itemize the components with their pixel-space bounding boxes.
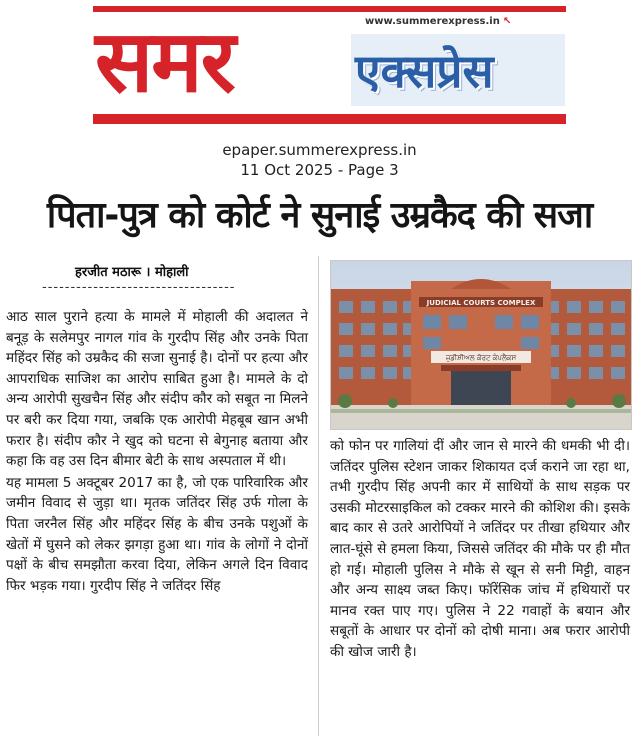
logo-hindi: समर: [95, 12, 234, 112]
byline-separator: ----------------------------------: [42, 280, 236, 295]
article-paragraph: यह मामला 5 अक्टूबर 2017 का है, जो एक पारिवारिक और जमीन विवाद से जुड़ा था। मृतक जतिंदर सिंह उर्फ गोला के पिता जरनैल सिंह और महिंदर सिंह के बीच उनके पशुओं के खेतों में घुसने को लेकर झगड़ा हुआ था। गांव के लोगों ने दोनों पक्षों के बीच समझौता करवा दिया, लेकिन अगले दिन विवाद फिर भड़क गया। गुरदीप सिंह ने जतिंदर सिंह: [6, 474, 308, 594]
cursor-arrow-icon: ↖: [502, 16, 512, 27]
masthead: [93, 6, 566, 124]
article-byline: हरजीत मठारू । मोहाली: [75, 265, 189, 280]
article-headline: पिता-पुत्र को कोर्ट ने सुनाई उम्रकैद की सजा: [46, 195, 593, 236]
photo-sign-english: JUDICIAL COURTS COMPLEX: [426, 299, 536, 307]
edition-info: [0, 140, 639, 180]
article-paragraph: आठ साल पुराने हत्या के मामले में मोहाली की अदालत ने बनूड़ के सलेमपुर नागल गांव के गुरदीप सिंह और उनके पिता महिंदर सिंह को उम्रकैद की सजा सुनाई है। दोनों पर हत्या और आपराधिक साजिश का आरोप साबित हुआ है। मामले के दो अन्य आरोपी सुखचैन सिंह और संदीप कौर को सबूत ना मिलने पर बरी कर दिया गया, जबकि एक आरोपी मेहबूब खान अभी फरार है। संदीप कौर ने खुद को घटना से बेगुनाह बताया और कहा कि वह उस दिन बीमार बेटी के साथ अस्पताल में थी।: [6, 309, 308, 470]
court-complex-photo: [330, 260, 632, 430]
logo-sub: एक्सप्रेस: [355, 44, 494, 98]
article-column-right: [330, 436, 630, 663]
edition-date-page: 11 Oct 2025 - Page 3: [240, 161, 399, 179]
article-column-left: [6, 307, 308, 596]
article-paragraph: को फोन पर गालियां दीं और जान से मारने की धमकी भी दी। जतिंदर पुलिस स्टेशन जाकर शिकायत दर्ज कराने जा रहा था, तभी गुरदीप सिंह अपनी कार में साथियों के साथ सड़क पर उसकी मोटरसाइकिल को टक्कर मारने की कोशिश की। इसके बाद कार से उतरे आरोपियों ने जतिंदर पर तीखा हथियार और लात-घूंसे से हमला किया, जिससे जतिंदर की मौके पर ही मौत हो गई। मोहाली पुलिस ने मौके से खून से सनी मिट्टी, वाहन और अन्य साक्ष्य जब्त किए। फॉरेंसिक जांच में हथियारों पर मानव रक्त पाए गए। पुलिस ने 22 गवाहों के बयान और सबूतों के आधार पर दोनों को दोषी माना। अब फरार आरोपी की खोज जारी है।: [330, 438, 630, 660]
court-building-illustration: [331, 261, 631, 429]
masthead-url[interactable]: [365, 16, 565, 30]
photo-sign-punjabi: ਜੁਡੀਸ਼ੀਅਲ ਕੋਰਟ ਕੰਪਲੈਕਸ: [445, 354, 517, 362]
masthead-bottom-bar: [93, 114, 566, 124]
column-divider: [318, 256, 319, 736]
masthead-url-text: www.summerexpress.in: [365, 16, 500, 27]
edition-site[interactable]: epaper.summerexpress.in: [222, 141, 417, 159]
